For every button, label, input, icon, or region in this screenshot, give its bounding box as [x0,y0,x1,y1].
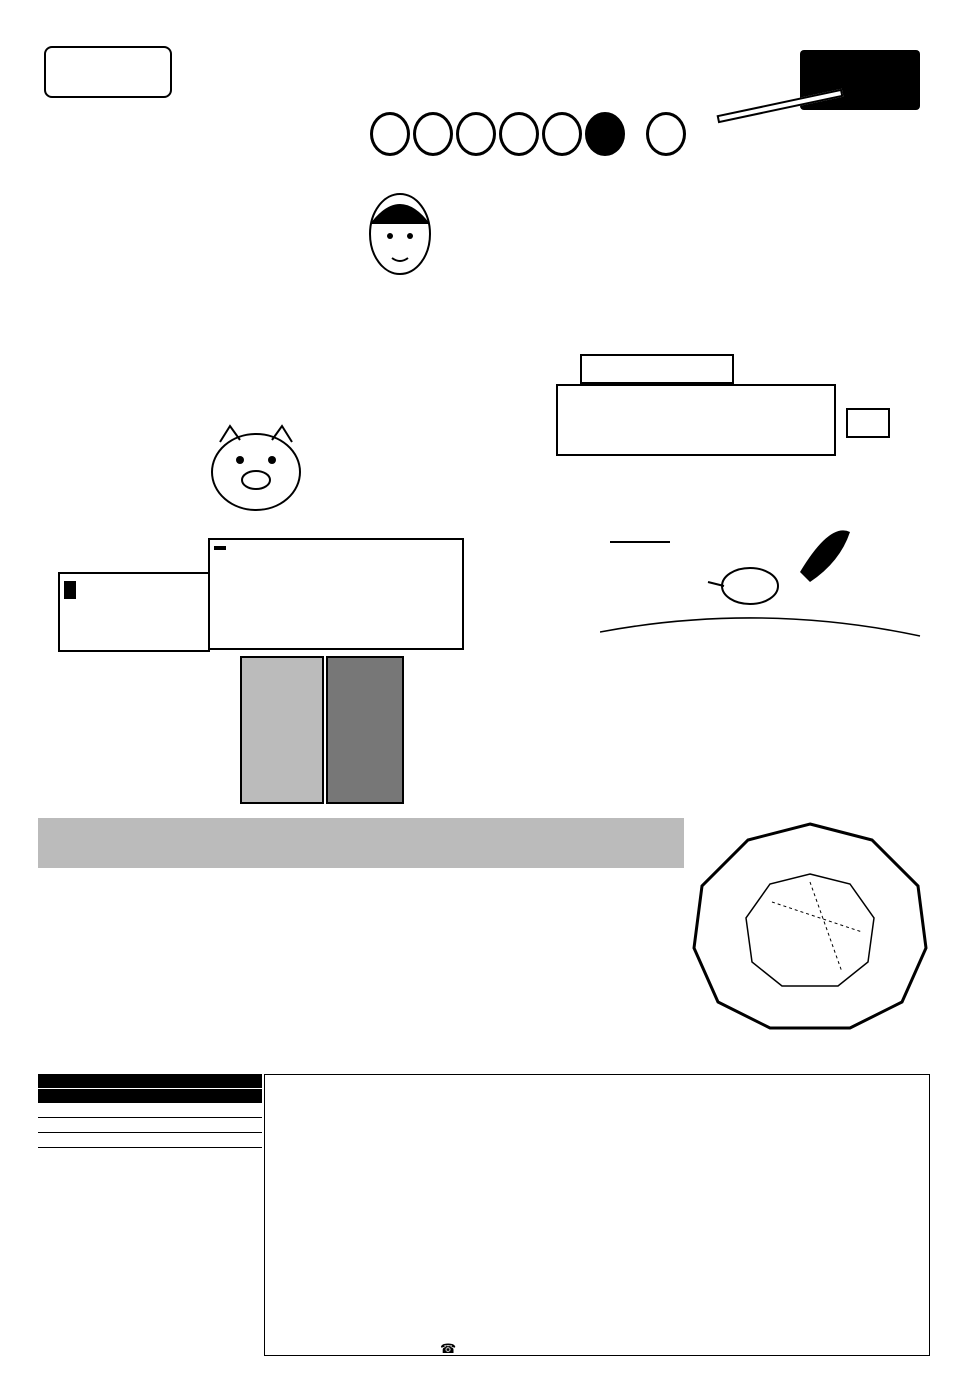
tarot-card-2 [326,656,404,804]
hint-row [554,262,568,280]
results-table [38,1074,262,1148]
prev-ball-2 [413,112,453,156]
gift-row-2 [556,202,570,224]
phone-icon: ☎ [440,1342,457,1357]
prev-ball-1 [370,112,410,156]
right-number-box [846,408,890,438]
table-header [38,1074,262,1088]
phone-title-box [580,354,734,384]
number-grid [264,1074,930,1356]
turtle-illustration [600,512,930,642]
prev-ball-6 [585,112,625,156]
prev-ball-5 [542,112,582,156]
code2-badge [214,546,226,550]
phone-text [556,384,836,456]
footer-phone [440,1342,456,1357]
gift-row-1 [556,174,570,196]
slogan-box [44,46,172,98]
fortune-title-bar [38,818,684,868]
foot-1 [38,1103,262,1118]
supply-row [46,424,106,445]
prev-balls [370,112,689,156]
poem2-box [58,572,210,652]
wang-row [552,236,566,255]
zodiac-wheel [692,822,928,1032]
tarot-card-1 [240,656,324,804]
foot-2 [38,1118,262,1133]
prev-ball-3 [456,112,496,156]
foot-3 [38,1133,262,1148]
poem2-special [64,581,76,599]
left-banner [34,233,126,310]
pig-illustration [196,412,316,522]
code2-box [208,538,464,650]
woman-portrait [350,184,450,304]
special-ball [646,112,686,156]
grid-svg [265,1075,929,1355]
sum-label [38,1089,262,1103]
special-row-right [552,284,560,309]
prev-ball-4 [499,112,539,156]
